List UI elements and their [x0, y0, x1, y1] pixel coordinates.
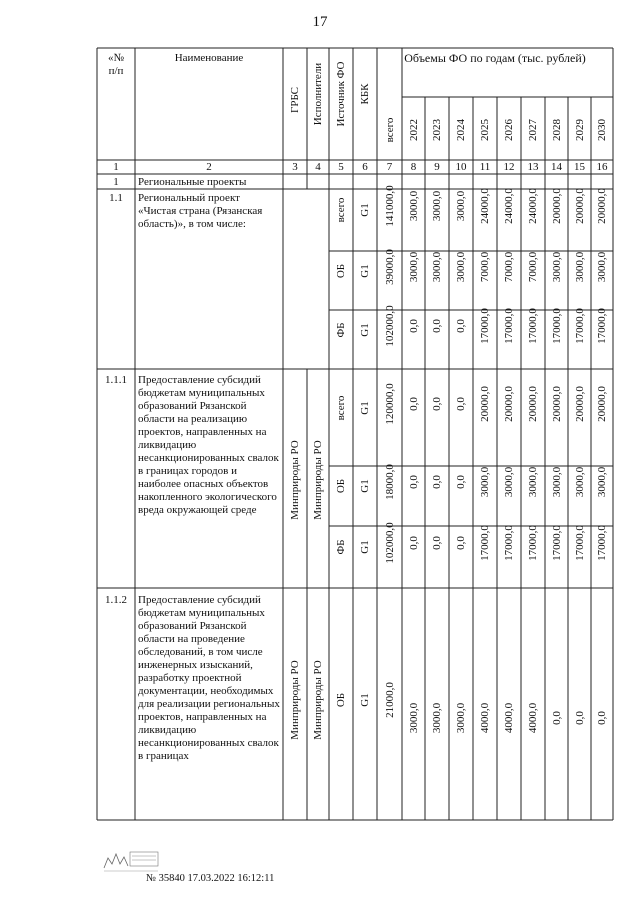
item-row-value: 17000,0 — [503, 525, 515, 561]
item-row-kbk: G1 — [359, 540, 371, 554]
item-row-value: 120000,0 — [383, 382, 396, 425]
header-year-2024: 2024 — [455, 119, 467, 141]
item-row-value: 17000,0 — [479, 525, 491, 561]
project-row-value: 24000,0 — [527, 188, 539, 224]
header-source: Источник ФО — [335, 61, 347, 127]
column-number: 9 — [434, 161, 440, 173]
item-row-value: 0,0 — [573, 711, 586, 725]
project-row-value: 0,0 — [431, 318, 443, 333]
project-row-value: 7000,0 — [527, 251, 539, 282]
column-number: 3 — [292, 161, 298, 173]
header-year-2023: 2023 — [431, 119, 443, 141]
item-row-kbk: G1 — [359, 400, 371, 415]
column-number: 11 — [479, 161, 491, 173]
header-year-2026: 2026 — [503, 119, 515, 141]
project-row-kbk: G1 — [359, 203, 371, 217]
item-row-value: 3000,0 — [573, 466, 586, 498]
item-name: Предоставление субсидий бюджетам муниципальных образований Рязанской области на реализацию проектов, направленных на ликвидацию несанкционированных свалок в границах городов и наиболее опасных объектов накопленного экологического вреда окружающей среде — [138, 374, 279, 516]
item-row-value: 20000,0 — [573, 385, 586, 422]
project-row-value: 0,0 — [455, 318, 467, 333]
project-row-kbk: G1 — [359, 263, 371, 278]
item-row-source: ОБ — [335, 692, 347, 708]
project-row-source: ОБ — [335, 263, 347, 278]
column-number: 10 — [455, 161, 467, 173]
item-row-value: 102000,0 — [383, 522, 396, 564]
project-row-value: 24000,0 — [479, 188, 491, 224]
header-volumes: Объемы ФО по годам (тыс. рублей) — [404, 51, 586, 65]
item-row-source: ОБ — [335, 478, 347, 494]
item-row-value: 17000,0 — [527, 525, 539, 561]
item-row-value: 0,0 — [431, 396, 443, 411]
item-grbs: Минприроды РО — [289, 660, 301, 740]
project-row-value: 3000,0 — [573, 251, 586, 282]
item-row-value: 0,0 — [455, 396, 467, 411]
project-row-value: 20000,0 — [596, 188, 608, 224]
column-number: 5 — [338, 161, 344, 173]
section-title: Региональные проекты — [138, 176, 247, 188]
project-row-value: 3000,0 — [455, 251, 467, 282]
item-row-value: 20000,0 — [527, 385, 539, 422]
item-row-source: всего — [335, 395, 347, 420]
project-row-value: 3000,0 — [550, 251, 563, 282]
header-executors: Исполнители — [312, 62, 324, 126]
column-number: 6 — [362, 161, 368, 173]
project-row-value: 17000,0 — [479, 307, 491, 344]
header-kbk: КБК — [359, 83, 371, 105]
project-row-value: 17000,0 — [550, 307, 563, 344]
header-year-2025: 2025 — [479, 119, 491, 141]
item-row-value: 4000,0 — [527, 702, 539, 734]
column-number: 15 — [574, 161, 585, 173]
column-number: 16 — [596, 161, 608, 173]
column-number: 4 — [315, 161, 321, 173]
header-year-2030: 2030 — [596, 119, 608, 141]
item-row-value: 4000,0 — [503, 702, 515, 734]
project-row-value: 39000,0 — [383, 248, 396, 285]
item-grbs: Минприроды РО — [289, 440, 301, 520]
item-row-value: 0,0 — [407, 475, 420, 489]
item-row-value: 20000,0 — [596, 385, 608, 422]
item-row-value: 20000,0 — [550, 385, 563, 422]
item-row-value: 3000,0 — [455, 702, 467, 734]
item-num: 1.1.1 — [105, 374, 127, 386]
item-row-value: 20000,0 — [479, 385, 491, 422]
project-row-value: 7000,0 — [479, 251, 491, 282]
project-row-value: 3000,0 — [431, 251, 443, 282]
header-num: «№ п/п — [108, 52, 124, 77]
header-grbs: ГРБС — [289, 86, 301, 114]
item-row-value: 4000,0 — [479, 702, 491, 734]
item-row-value: 3000,0 — [596, 466, 608, 498]
project-row-value: 17000,0 — [503, 307, 515, 344]
item-row-value: 20000,0 — [503, 385, 515, 422]
item-row-value: 0,0 — [407, 536, 420, 550]
column-number: 14 — [551, 161, 562, 173]
column-number: 8 — [410, 161, 417, 173]
header-year-2022: 2022 — [407, 119, 420, 141]
project-row-value: 20000,0 — [550, 188, 563, 224]
item-row-value: 3000,0 — [527, 466, 539, 498]
section-num: 1 — [113, 176, 119, 188]
project-row-value: 3000,0 — [455, 190, 467, 222]
item-row-value: 3000,0 — [550, 466, 563, 498]
item-row-value: 3000,0 — [431, 702, 443, 734]
column-number: 12 — [503, 161, 515, 173]
project-row-value: 17000,0 — [573, 307, 586, 344]
project-num: 1.1 — [109, 192, 123, 204]
column-number: 7 — [386, 161, 393, 173]
item-row-value: 17000,0 — [550, 525, 563, 561]
item-name: Предоставление субсидий бюджетам муниципальных образований Рязанской области на проведение обследований, в том числе инженерных изысканий, разработку проектной документации, необходимых для реализации региональных проектов, направленных на ликвидацию несанкционированных свалок в границах — [138, 594, 280, 762]
project-row-value: 3000,0 — [407, 251, 420, 282]
project-row-source: всего — [335, 197, 347, 223]
item-row-value: 3000,0 — [503, 466, 515, 498]
project-row-value: 17000,0 — [527, 307, 539, 344]
official-stamp-icon — [100, 848, 162, 874]
header-total: всего — [383, 117, 396, 143]
page-number: 17 — [312, 14, 328, 30]
project-row-value: 7000,0 — [503, 251, 515, 282]
item-num: 1.1.2 — [105, 594, 127, 606]
item-row-kbk: G1 — [359, 479, 371, 493]
item-executor: Минприроды РО — [312, 660, 324, 740]
project-row-value: 141000,0 — [383, 185, 396, 227]
item-row-value: 0,0 — [596, 711, 608, 725]
project-row-value: 0,0 — [407, 318, 420, 333]
project-row-value: 17000,0 — [596, 307, 608, 344]
item-row-value: 3000,0 — [407, 702, 420, 734]
item-row-value: 0,0 — [431, 475, 443, 489]
item-row-value: 17000,0 — [596, 525, 608, 561]
project-row-value: 3000,0 — [407, 190, 420, 222]
header-year-2029: 2029 — [573, 119, 586, 141]
item-row-value: 0,0 — [455, 536, 467, 550]
document-stamp: № 35840 17.03.2022 16:12:11 — [146, 873, 275, 884]
item-row-value: 0,0 — [431, 536, 443, 550]
item-row-value: 21000,0 — [383, 682, 396, 718]
column-number: 2 — [206, 161, 212, 173]
project-row-value: 3000,0 — [596, 251, 608, 282]
item-row-kbk: G1 — [359, 693, 371, 707]
header-year-2027: 2027 — [527, 119, 539, 141]
column-number: 13 — [527, 161, 539, 173]
item-row-value: 0,0 — [407, 396, 420, 411]
project-row-kbk: G1 — [359, 322, 371, 337]
project-row-value: 20000,0 — [573, 188, 586, 224]
item-row-value: 0,0 — [550, 711, 563, 725]
project-row-value: 3000,0 — [431, 190, 443, 222]
item-row-value: 0,0 — [455, 475, 467, 489]
item-executor: Минприроды РО — [312, 440, 324, 520]
item-row-value: 18000,0 — [383, 464, 396, 500]
item-row-value: 3000,0 — [479, 466, 491, 498]
project-row-value: 102000,0 — [383, 304, 396, 347]
item-row-source: ФБ — [335, 539, 347, 555]
project-row-source: ФБ — [335, 321, 347, 338]
project-row-value: 24000,0 — [503, 188, 515, 224]
column-number: 1 — [113, 161, 119, 173]
item-row-value: 17000,0 — [573, 525, 586, 561]
header-year-2028: 2028 — [550, 119, 563, 141]
header-name: Наименование — [174, 52, 244, 64]
project-name: Региональный проект «Чистая страна (Рязанская область)», в том числе: — [138, 192, 263, 230]
